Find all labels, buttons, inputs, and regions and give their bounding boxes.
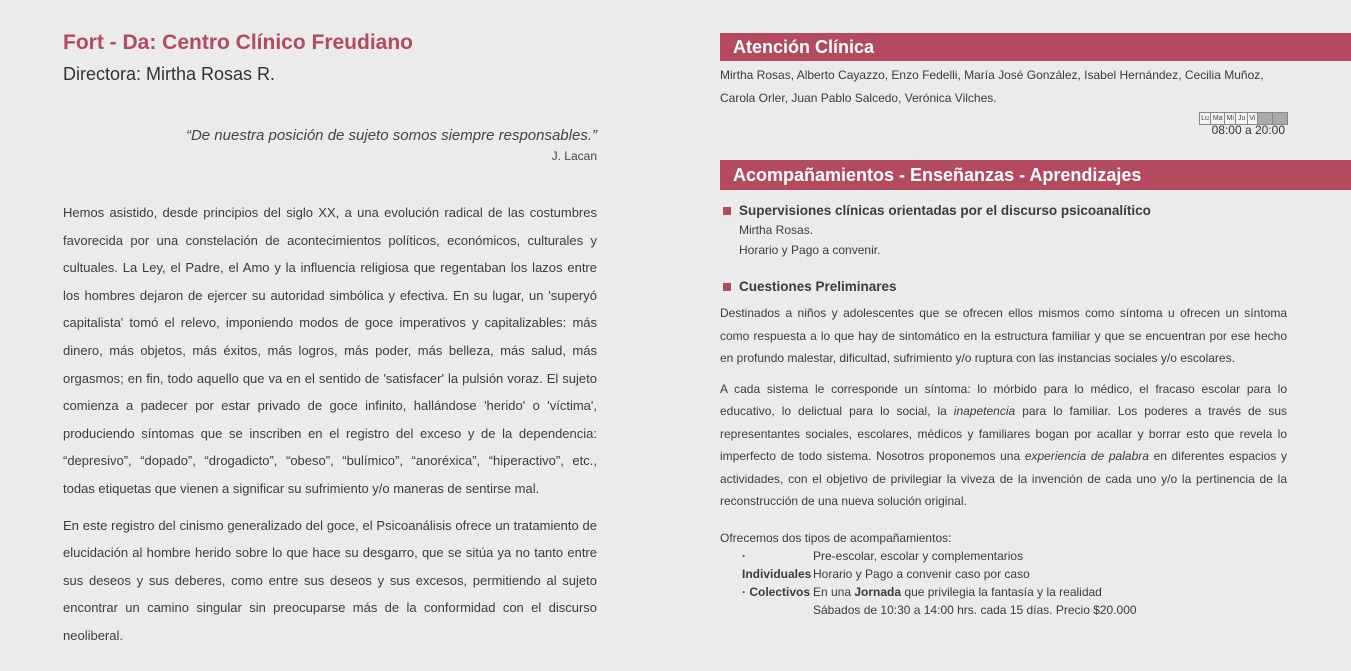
offer-block [720,529,1351,619]
offer-intro: Ofrecemos dos tipos de acompañamientos: [720,530,952,545]
day-friday: Vi [1248,113,1258,124]
p2-text-a: A cada sistema le corresponde un síntoma: lo mórbido para lo médico, el fracaso escolar para lo educativo, lo delictual para lo social, la [720,381,1287,418]
p2-italic-experiencia: experiencia de palabra [1024,449,1149,463]
page-title: Fort - Da: Centro Clínico Freudiano [63,31,413,54]
quote-author: J. Lacan [551,149,597,163]
cuestiones-heading [723,278,1351,296]
director-line: Directora: Mirtha Rosas R. [63,64,276,84]
supervision-person: Mirtha Rosas. [739,223,814,237]
offer-colectivos [720,583,1351,619]
colectivos-line-1 [813,583,1351,601]
intro-paragraph-1: Hemos asistido, desde principios del siglo XX, a una evolución radical de las costumbres favorecida por una constelación de acontecimientos políticos, económicos, culturales y cultuales. La Ley, el Padre, el Amo y la influencia religiosa que regentaban los lazos entre los hombres dejaron de ejercer su autoridad simbólica y efectiva. En su lugar, un 'superyó capitalista' tomó el relevo, imponiendo modos de goce imperativos y capitalizables: más dinero, más objetos, más éxitos, más logros, más poder, más belleza, más salud, más orgasmos; en fin, todo aquello que va en el sentido de 'satisfacer' la pulsión voraz. El sujeto comienza a padecer por estar privado de goce infinito, hallándose 'herido' o 'víctima', produciendo síntomas que se inscriben en el registro del exceso y de la dependencia: “depresivo”, “dopado”, “drogadicto”, “obeso”, “bulímico”, “anoréxica”, “hiperactivo”, etc., todas etiquetas que vienen a significar su sufrimiento y/o maneras de sentirse mal. [63,205,597,496]
colectivos-pre: En una [813,584,855,599]
day-tuesday: Ma [1211,113,1225,124]
individuales-details [813,547,1351,583]
colectivos-jornada: Jornada [854,584,902,599]
bullet-square-icon [723,207,731,215]
atencion-heading: Atención Clínica [720,33,1351,61]
quote-text: “De nuestra posición de sujeto somos siempre responsables.” [185,127,597,144]
individuales-line-1: Pre-escolar, escolar y complementarios [813,548,1024,563]
supervision-note: Horario y Pago a convenir. [739,243,881,257]
opening-hours: 08:00 a 20:00 [1211,123,1285,137]
bullet-square-icon [723,283,731,291]
cuestiones-paragraph-1: Destinados a niños y adolescentes que se ofrecen ellos mismos como síntoma u ofrecen un síntoma como respuesta a lo que hay de sintomático en la estructura familiar y que se encuentran por ese hecho en profundo malestar, dificultad, sufrimiento y/o ruptura con las instancias sociales y/o escolares. [720,306,1287,365]
colectivos-details [813,583,1351,619]
left-column [63,28,597,650]
colectivos-label: · Colectivos [742,584,811,599]
individuales-label: · Individuales [742,548,812,581]
supervision-heading [723,202,1351,220]
offer-individuales [720,547,1351,583]
colectivos-line-2: Sábados de 10:30 a 14:00 hrs. cada 15 días. Precio $20.000 [813,602,1137,617]
p2-italic-inapetencia: inapetencia [953,404,1016,418]
day-thursday: Ju [1236,113,1247,124]
schedule [720,110,1288,136]
day-wednesday: Mi [1225,113,1236,124]
intro-paragraph-2: En este registro del cinismo generalizado del goce, el Psicoanálisis ofrece un tratamiento de elucidación al hombre herido sobre lo que hace su desgarro, que se sitúa ya no tanto entre sus deseos y sus deberes, como entre sus deseos y sus excesos, permitiendo al sujeto encontrar un camino singular sin preocuparse más de la conformidad con el discurso neoliberal. [63,517,597,643]
acompanamientos-heading: Acompañamientos - Enseñanzas - Aprendizajes [720,160,1351,190]
day-monday: Lu [1200,113,1212,124]
supervision-title: Supervisiones clínicas orientadas por el discurso psicoanalítico [739,203,1151,218]
colectivos-post: que privilegia la fantasía y la realidad [901,584,1102,599]
staff-list: Mirtha Rosas, Alberto Cayazzo, Enzo Fedelli, María José González, Isabel Hernández, Cecilia Muñoz, Carola Orler, Juan Pablo Salcedo, Verónica Vilches. [720,68,1264,105]
individuales-line-2: Horario y Pago a convenir caso por caso [813,566,1030,581]
cuestiones-title: Cuestiones Preliminares [739,279,897,294]
right-column [720,33,1351,619]
p2-text-b: para lo familiar. Los poderes a través de sus representantes sociales, escolares, médicos y familiares bogan por acallar y borrar esto que revela lo imperfecto de todo sistema. Nosotros proponemos una [720,404,1287,463]
quote-block [63,126,597,163]
p2-text-c: en diferentes espacios y actividades, con el objetivo de privilegiar la viveza de la invención de cada uno y/o la pertinencia de la reconstrucción de una nueva solución original. [720,449,1287,508]
cuestiones-paragraph-2 [720,378,1287,513]
